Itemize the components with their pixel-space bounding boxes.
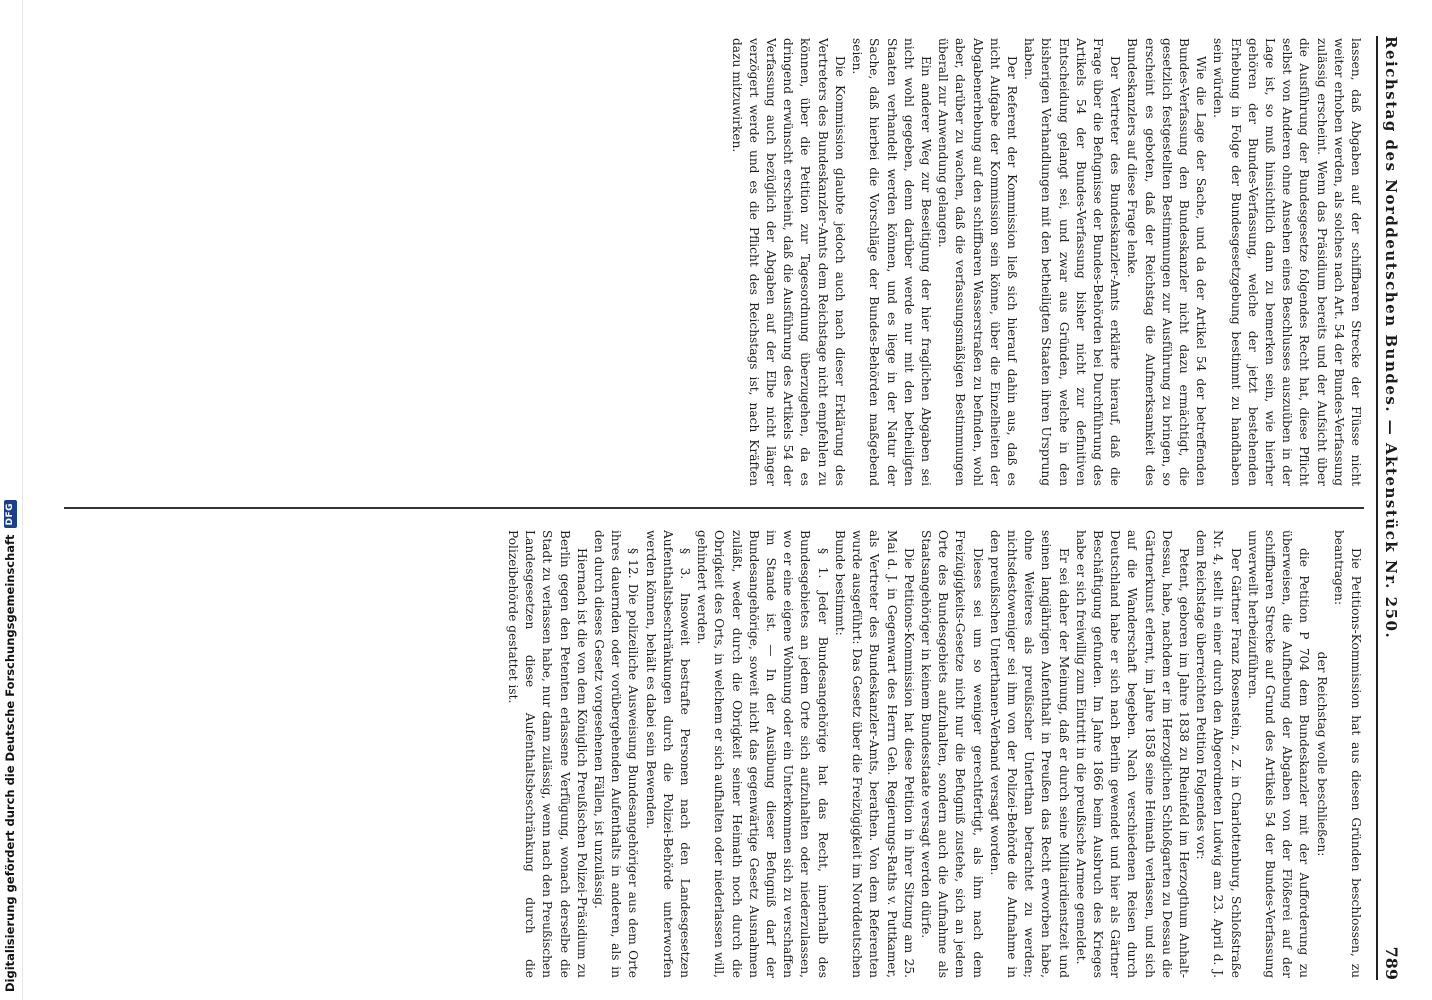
law-section: § 1. Jeder Bundesangehörige hat das Recht, innerhalb des Bundesgebietes an jedem Orte sich aufzuhalten oder niederzulassen, wo er eine eigene Wohnung oder ein Unterkommen sich zu verschaffen im Stande ist. — In der Ausübung dieser Befugniß darf der Bundesangehörige, soweit nicht das gegenwärtige Gesetz Ausnahmen zuläßt, weder durch die Obrigkeit seiner Heimath noch durch die Obrigkeit des Orts, in welchem er sich aufhalten oder niederlassen will, gehindert werden. <box>695 530 830 978</box>
paragraph: Die Kommission glaubte jedoch auch nach dieser Erklärung des Vertreters des Bundeskanzler-Amts dem Reichstage nicht empfehlen zu können, über die Petition zur Tagesordnung überzugehen, da es dringend erwünscht erscheint, daß die Ausführung des Artikels 54 der Verfassung auch bezüglich der Abgaben auf der Elbe nicht länger verzögert werde und es die Pflicht des Reichstags ist, nach Kräften dazu mitzuwirken. <box>729 38 847 486</box>
paragraph: Die Petitions-Kommission hat aus diesen Gründen beschlossen, zu beantragen: <box>1331 530 1363 978</box>
left-column <box>64 38 1364 486</box>
running-title: Reichstag des Norddeutschen Bundes. — Aktenstück Nr. 250. <box>1382 36 1400 640</box>
paragraph: Er sei daher der Meinung, daß er durch seine Militairdienstzeit und seinen langjährigen Aufenthalt in Preußen das Recht erworben habe, ohne Weiteres als preußischer Unterthan betrachtet zu werden; nichtsdestoweniger sei ihm von der Polizei-Behörde die Aufnahme in den preußischen Unterthanen-Verband versagt worden. <box>987 530 1071 978</box>
paragraph: Hiernach ist die von dem Königlich Preußischen Polizei-Präsidium zu Berlin gegen den Petenten erlassene Verfügung, wonach derselbe die Stadt zu verlassen habe, nur dann zulässig, wenn nach den Preußischen Landesgesetzen diese Aufenthaltsbeschränkung durch die Polizeibehörde gestattet ist. <box>506 530 589 978</box>
paragraph: Dieses sei um so weniger gerechtfertigt, als ihm nach dem Freizügigkeits-Gesetze nicht nur die Befugniß zustehe, sich an jedem Orte des Bundesgebiets aufzuhalten, sondern auch die Aufnahme als Staatsangehöriger in keinem Bundesstaate versagt werden dürfe. <box>918 530 985 978</box>
motion-heading: der Reichstag wolle beschließen: <box>1314 651 1329 857</box>
motion-text: die Petition P 704 dem Bundeskanzler mit der Aufforderung zu überweisen, die Aufhebung der Abgaben von der Flößerei auf der schiffbaren Strecke auf Grund des Artikels 54 der Bundes-Verfassung unverweilt herbeizuführen. <box>1245 530 1312 978</box>
paragraph: Der Referent der Kommission ließ sich hierauf dahin aus, daß es nicht Aufgabe der Kommission sein könne, über die Einzelheiten der Abgabenerhebung auf den schiffbaren Wasserstraßen zu befinden, wohl aber, darüber zu wachen, daß die verfassungsmäßigen Bestimmungen überall zur Anwendung gelangen. <box>936 38 1019 486</box>
paragraph: Der Vertreter des Bundeskanzler-Amts erklärte hierauf, daß die Frage über die Befugnisse der Bundes-Behörden bei Durchführung des Artikels 54 der Bundes-Verfassung bisher nicht zur definitiven Entscheidung gelangt sei, und zwar aus Gründen, welche in den bisherigen Verhandlungen mit den betheiligten Staaten ihren Ursprung haben. <box>1022 38 1123 486</box>
column-divider <box>64 507 1364 509</box>
digitization-credit <box>1 12 19 992</box>
paragraph: Ein anderer Weg zur Beseitigung der hier fraglichen Abgaben sei nicht wohl gegeben, denn darüber werde nur mit den betheiligten Staaten verhandelt werden können, und es liege in der Natur der Sache, daß hierbei die Vorschläge der Bundes-Behörden maßgebend seien. <box>850 38 933 486</box>
dfg-logo-icon: DFG <box>4 500 17 529</box>
page-header <box>1376 36 1410 980</box>
paragraph: Wie die Lage der Sache, und da der Artikel 54 der betreffenden Bundes-Verfassung den Bundeskanzler nicht dazu ermächtigt, die gesetzlich festgestellten Bestimmungen zur Ausführung zu bringen, so erscheint es geboten, daß der Reichstag die Aufmerksamkeit des Bundeskanzlers auf diese Frage lenke. <box>1125 38 1209 486</box>
law-section: § 3. Insoweit bestrafte Personen nach den Landesgesetzen Aufenthaltsbeschränkungen durch die Polizei-Behörde unterworfen werden können, behält es dabei sein Bewenden. <box>643 530 693 978</box>
law-section: § 12. Die polizeiliche Ausweisung Bundesangehöriger aus dem Orte ihres dauernden oder vorübergehenden Aufenthalts in anderen, als in den durch dieses Gesetz vorgesehenen Fällen, ist unzulässig. <box>592 530 641 978</box>
credit-text-label: Digitalisierung gefördert durch die Deutsche Forschungsgemeinschaft <box>3 534 17 992</box>
right-column <box>64 530 1364 978</box>
page-number: 789 <box>1382 946 1401 980</box>
paragraph: Petent, geboren im Jahre 1838 zu Rheinfeld im Herzogthum Anhalt-Dessau, habe, nachdem er im Herzoglichen Schloßgarten zu Dessau die Gärtnerkunst erlernt, im Jahre 1858 seine Heimath verlassen, und sich auf die Wanderschaft begeben. Nach verschiedenen Reisen durch Deutschland habe er sich nach Berlin gewendet und hier als Gärtner Beschäftigung gefunden. Im Jahre 1866 beim Ausbruch des Krieges habe er sich freiwillig zum Eintritt in die preußische Armee gemeldet. <box>1073 530 1191 978</box>
paragraph: Der Gärtner Franz Rosenstein, z. Z. in Charlottenburg, Schloßstraße Nr. 4, stellt in einer durch den Abgeordneten Ludwig am 23. April d. J. dem Reichstage überreichten Petition Folgendes vor: <box>1194 530 1243 978</box>
paragraph: lassen, daß Abgaben auf der schiffbaren Strecke der Flüsse nicht weiter erhoben werden, als solches nach Art. 54 der Bundes-Verfassung zulässig erscheint. Wenn das Präsidium bereits und der Aufsicht über die Ausführung der Bundesgesetze folgendes Recht hat, diese Pflicht selbst von Anderen ohne Ansehen eines Beschlusses auszuüben in der Lage ist, so muß hinsichtlich dann zu bemerken sein, wie hierher gehören der Bundes-Verfassung, welche der jetzt bestehenden Erhebung in Folge der Bundesgesetzgebung bestimmt zu handhaben sein würden. <box>1211 38 1363 486</box>
digitization-credit-bar <box>0 0 23 1000</box>
scanned-page <box>40 24 1416 992</box>
paragraph: Die Petitions-Kommission hat diese Petition in ihrer Sitzung am 25. Mai d. J. in Gegenwart des Herrn Geh. Regierungs-Raths v. Puttkamer, als Vertreter des Bundeskanzler-Amts, berathen. Von dem Referenten wurde ausgeführt: Das Gesetz über die Freizügigkeit im Norddeutschen Bunde bestimmt: <box>832 530 916 978</box>
